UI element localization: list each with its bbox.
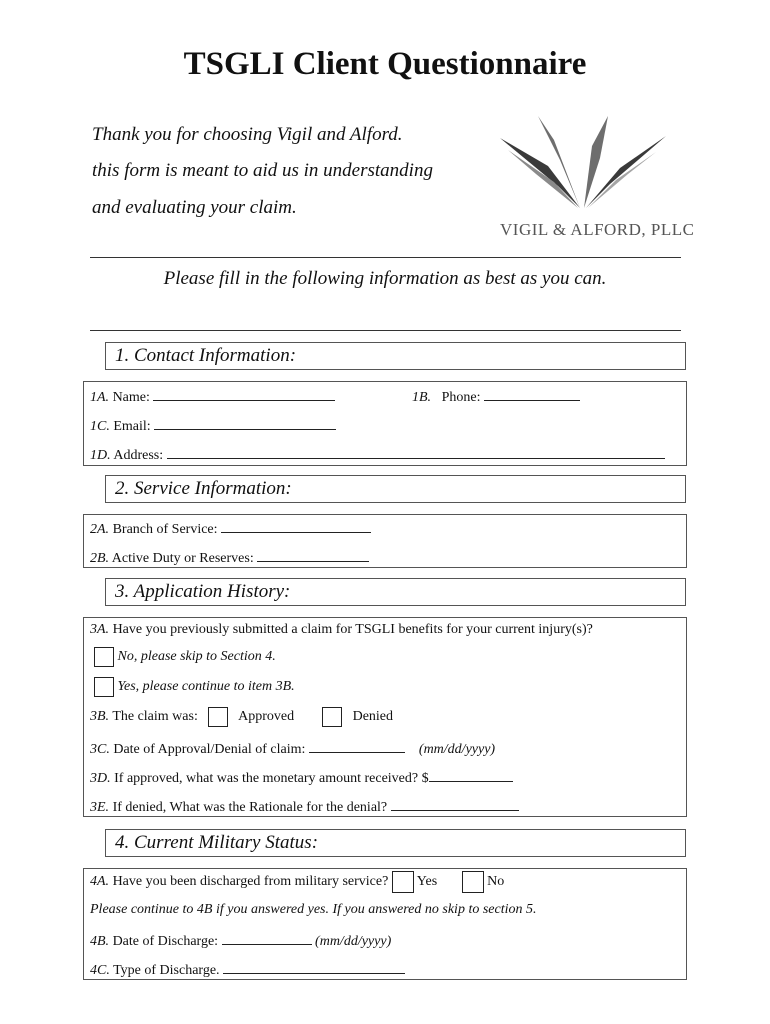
option-yes-row (94, 677, 295, 697)
duty-row (90, 548, 369, 567)
intro-line-2: this form is meant to aid us in understanding (92, 160, 433, 181)
q3a-label: Have you previously submitted a claim for TSGLI benefits for your current injury(s)? (112, 622, 593, 637)
logo-chevron-icon (496, 112, 672, 212)
q3e-row (90, 797, 519, 816)
section-3-title: 3. Application History: (115, 581, 291, 602)
discharged-yes-label: Yes (416, 874, 438, 890)
section-3-box (83, 617, 687, 817)
q3a-row (90, 622, 593, 638)
email-label: Email: (113, 419, 151, 434)
intro-line-3: and evaluating your claim. (92, 197, 297, 218)
q3c-row (90, 739, 495, 758)
phone-row (412, 387, 580, 406)
company-logo (496, 112, 695, 252)
email-number: 1C. (90, 419, 110, 434)
option-no-label: No, please skip to Section 4. (117, 649, 276, 665)
section-3-header (105, 578, 686, 606)
q4c-number: 4C. (90, 963, 110, 978)
yes-checkbox[interactable] (94, 677, 114, 697)
option-no-row (94, 647, 276, 667)
approved-label: Approved (238, 709, 295, 725)
q4a-number: 4A. (90, 874, 110, 890)
q3d-field[interactable] (429, 768, 513, 782)
address-label: Address: (113, 448, 164, 463)
q3d-label: If approved, what was the monetary amount received? (114, 771, 419, 786)
q4a-row (90, 871, 504, 893)
instruction-text: Please fill in the following information as best as you can. (163, 268, 607, 289)
name-label: Name: (112, 390, 150, 405)
phone-field[interactable] (484, 387, 580, 401)
q4-note: Please continue to 4B if you answered yes. If you answered no skip to section 5. (90, 902, 537, 917)
q3c-label: Date of Approval/Denial of claim: (113, 742, 306, 757)
q3d-row (90, 768, 513, 787)
name-number: 1A. (90, 390, 110, 405)
section-2-title: 2. Service Information: (115, 478, 292, 499)
section-2-header (105, 475, 686, 503)
email-field[interactable] (154, 416, 336, 430)
q3c-number: 3C. (90, 742, 110, 757)
discharged-no-checkbox[interactable] (462, 871, 484, 893)
q4c-label: Type of Discharge. (113, 963, 220, 978)
duty-number: 2B. (90, 551, 110, 566)
section-1-title: 1. Contact Information: (115, 345, 297, 366)
q3c-hint: (mm/dd/yyyy) (418, 742, 496, 757)
option-yes-label: Yes, please continue to item 3B. (117, 679, 295, 695)
phone-number: 1B. (412, 390, 432, 405)
q4b-field[interactable] (222, 931, 312, 945)
logo-text: VIGIL & ALFORD, PLLC (500, 220, 695, 239)
divider-top (90, 257, 681, 258)
discharged-yes-checkbox[interactable] (392, 871, 414, 893)
branch-row (90, 519, 371, 538)
denied-checkbox[interactable] (322, 707, 342, 727)
q3b-label: The claim was: (112, 709, 198, 725)
address-row (90, 445, 665, 464)
duty-label: Active Duty or Reserves: (111, 551, 254, 566)
approved-checkbox[interactable] (208, 707, 228, 727)
q4c-field[interactable] (223, 960, 405, 974)
intro-line-1: Thank you for choosing Vigil and Alford. (92, 124, 403, 145)
q3d-number: 3D. (90, 771, 111, 786)
section-2-box (83, 514, 687, 568)
email-row (90, 416, 336, 435)
section-4-title: 4. Current Military Status: (115, 832, 319, 853)
address-field[interactable] (167, 445, 665, 459)
phone-label: Phone: (441, 390, 481, 405)
branch-label: Branch of Service: (112, 522, 218, 537)
q3c-field[interactable] (309, 739, 405, 753)
q3e-label: If denied, What was the Rationale for the denial? (112, 800, 388, 815)
section-4-box (83, 868, 687, 980)
branch-number: 2A. (90, 522, 110, 537)
duty-field[interactable] (257, 548, 369, 562)
q4b-number: 4B. (90, 934, 110, 949)
q4c-row (90, 960, 405, 979)
q3d-currency: $ (421, 771, 429, 786)
page-title: TSGLI Client Questionnaire (183, 46, 587, 82)
section-1-header (105, 342, 686, 370)
q3b-number: 3B. (90, 709, 110, 725)
discharged-no-label: No (487, 874, 505, 890)
address-number: 1D. (90, 448, 111, 463)
no-checkbox[interactable] (94, 647, 114, 667)
section-4-header (105, 829, 686, 857)
q3b-row (90, 707, 393, 727)
name-field[interactable] (153, 387, 335, 401)
q4b-label: Date of Discharge: (112, 934, 219, 949)
q4b-row (90, 931, 391, 950)
denied-label: Denied (352, 709, 394, 725)
q3e-field[interactable] (391, 797, 519, 811)
q4b-hint: (mm/dd/yyyy) (315, 934, 392, 949)
branch-field[interactable] (221, 519, 371, 533)
divider-bottom (90, 330, 681, 331)
q3e-number: 3E. (90, 800, 110, 815)
q3a-number: 3A. (90, 622, 110, 637)
q4a-label: Have you been discharged from military service? (112, 874, 389, 890)
name-row (90, 387, 335, 406)
section-1-box (83, 381, 687, 466)
